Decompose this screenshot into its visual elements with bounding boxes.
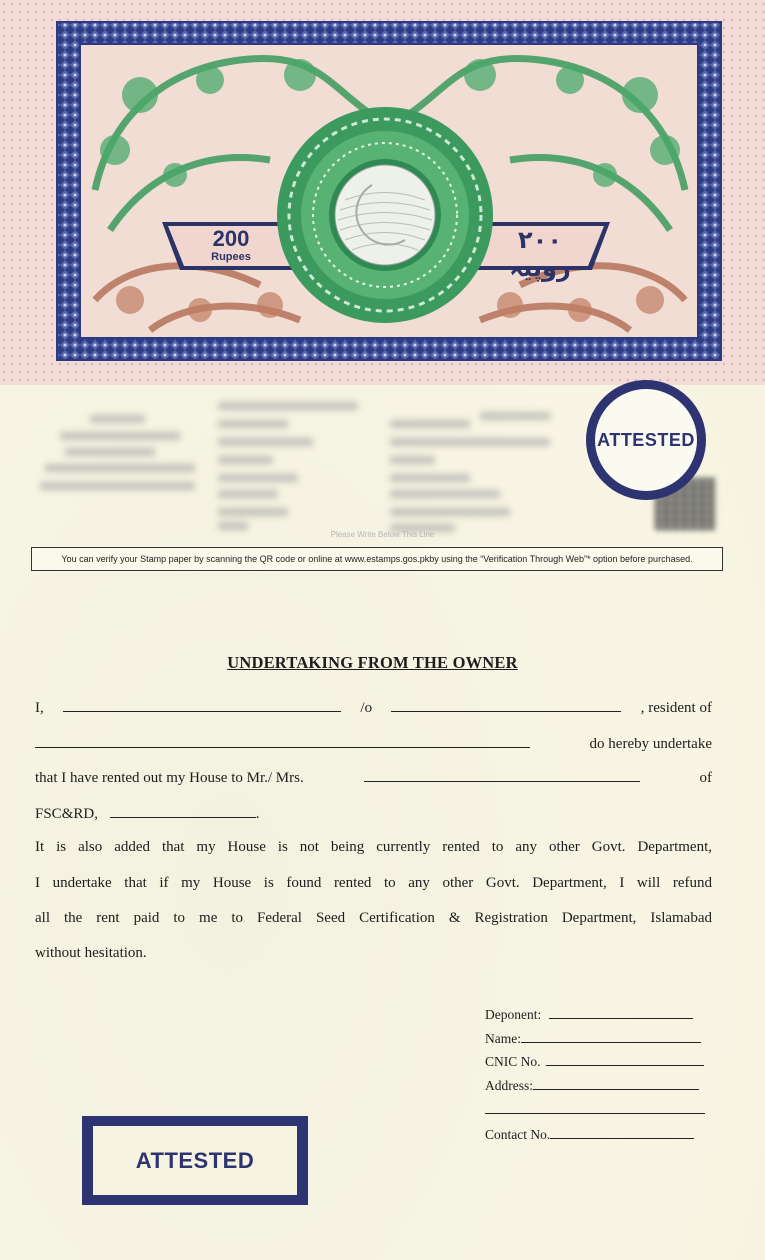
paragraph-line-3: all the rent paid to me to Federal Seed Certification & Registration Department, Islamabad: [35, 910, 712, 926]
attested-box-inner: [93, 1126, 297, 1195]
fscrd-blank: [110, 803, 256, 818]
address-second-line: [485, 1099, 705, 1118]
line-residence: [35, 733, 712, 754]
cnic-field: [485, 1051, 704, 1070]
attested-box-text: ATTESTED: [135, 1147, 255, 1173]
tenant-name-blank: [364, 767, 640, 782]
stamp-value-word: Rupees: [211, 251, 251, 263]
contact-blank: [550, 1124, 694, 1139]
line-fscrd: [35, 803, 712, 824]
rented-out-text: that I have rented out my House to Mr./ Mrs.: [35, 770, 304, 786]
fscrd-label: FSC&RD,: [35, 806, 98, 822]
deponent-label: Deponent:: [485, 1007, 542, 1022]
owner-name-blank: [63, 697, 341, 712]
address-field: [485, 1075, 699, 1094]
line-owner-name: [35, 697, 712, 718]
line1-prefix: I,: [35, 700, 44, 716]
line-tenant: [35, 767, 712, 788]
fscrd-period: .: [255, 806, 260, 822]
name-field: [485, 1028, 701, 1047]
address-blank: [533, 1075, 699, 1090]
document-title: UNDERTAKING FROM THE OWNER: [227, 653, 518, 672]
stamp-artwork: [0, 0, 765, 385]
of-label: of: [699, 770, 712, 786]
name-label: Name:: [485, 1031, 521, 1046]
paragraph-line-1: It is also added that my House is not being currently rented to any other Govt. Department,: [35, 839, 712, 855]
contact-field: [485, 1124, 694, 1143]
paragraph-line-4: without hesitation.: [35, 945, 147, 961]
stamp-denomination-urdu: ۲۰۰ روپیہ: [509, 226, 571, 282]
attested-round-seal: [586, 380, 706, 500]
contact-label: Contact No.: [485, 1127, 551, 1142]
blurred-stamp-details: [30, 390, 590, 530]
relation-name-blank: [391, 697, 621, 712]
address-blank-2: [485, 1099, 705, 1114]
cnic-label: CNIC No.: [485, 1054, 541, 1069]
hereby-undertake-text: do hereby undertake: [589, 736, 712, 752]
paragraph-line-2: I undertake that if my House is found rented to any other Govt. Department, I will refund: [35, 875, 712, 891]
deponent-field: [485, 1004, 693, 1023]
resident-of-label: , resident of: [640, 700, 712, 716]
residence-blank: [35, 733, 530, 748]
address-label: Address:: [485, 1078, 533, 1093]
cnic-blank: [546, 1051, 704, 1066]
verification-notice: [31, 547, 723, 571]
relation-label: /o: [360, 700, 373, 716]
write-below-line-note: Please Write Below This Line: [330, 530, 435, 539]
stamp-value-number: 200: [212, 226, 250, 251]
name-blank: [521, 1028, 701, 1043]
deponent-blank: [549, 1004, 693, 1019]
stamp-denomination-english: [186, 228, 276, 263]
attested-seal-text: ATTESTED: [597, 429, 695, 450]
verification-notice-text: You can verify your Stamp paper by scanning the QR code or online at www.estamps.gos.pkby using the “Verification Through Web”* option before purchased.: [61, 554, 693, 564]
attested-box-stamp: [82, 1116, 308, 1205]
